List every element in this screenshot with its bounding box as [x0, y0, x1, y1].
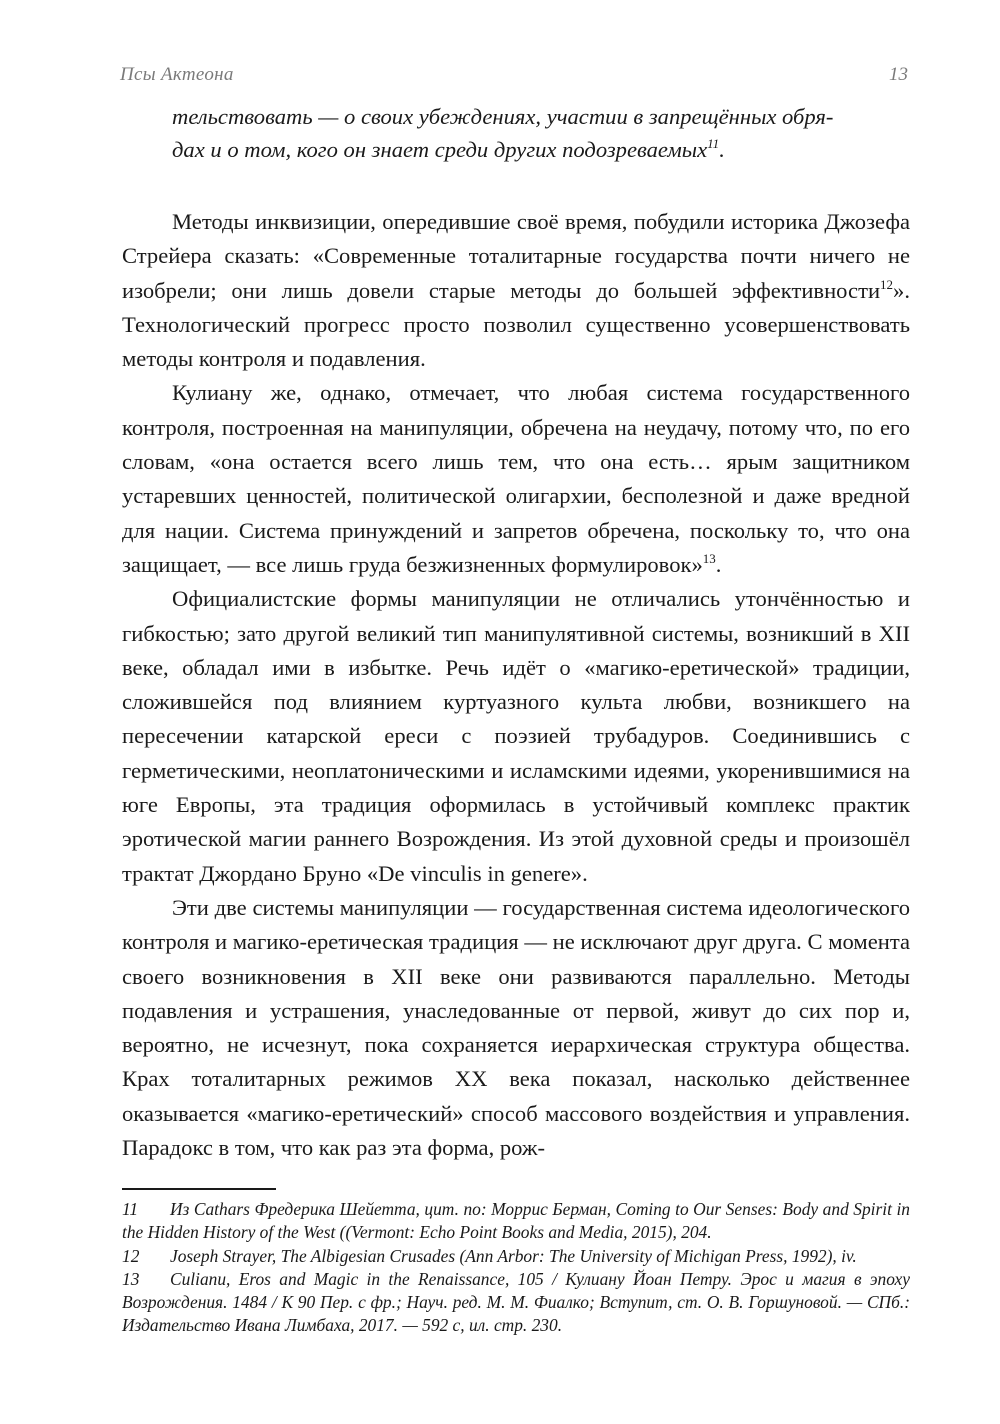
- footnote-number: 11: [122, 1199, 139, 1219]
- paragraph: [122, 376, 910, 582]
- footnote-ref-11: 11: [707, 136, 720, 151]
- footnote-number: 12: [122, 1245, 140, 1266]
- footnotes: [122, 1198, 910, 1338]
- page-number: 13: [889, 64, 908, 85]
- quote-line: [122, 133, 910, 166]
- footnote: [122, 1245, 910, 1268]
- footnote-ref-12: 12: [880, 276, 894, 292]
- footnote: [122, 1198, 910, 1245]
- footnote-text: Из Cathars Фредерика Шейетта, цит. по: Моррис Берман, Coming to Our Senses: Body and Spirit in the Hidden History of the West ((Vermont: Echo Point Books and Media, 2015), 204.: [122, 1199, 910, 1243]
- main-text: [122, 100, 910, 1165]
- paragraph-text: ». Технологический прогресс просто позволил существенно усовершенствовать методы контроля и подавления.: [122, 277, 910, 372]
- body-text: [122, 205, 910, 1165]
- paragraph-text: .: [715, 551, 722, 577]
- paragraph: [122, 582, 910, 891]
- block-quote-continuation: [122, 100, 910, 166]
- paragraph-text: Методы инквизиции, опередившие своё время, побудили историка Джозефа Стрейера сказать: «Современные тоталитарные государства почти ничего не изобрели; они лишь довели старые методы до большей эффективности: [122, 209, 910, 303]
- quote-text: дах и о том, кого он знает среди других подозреваемых: [172, 137, 708, 162]
- paragraph-text: Эти две системы манипуляции — государственная система идеологического контроля и магико-еретическая традиция — не исключают друг друга. С момента своего возникновения в XII веке они развиваются параллельно. Методы подавления и устрашения, унаследованные от первой, живут до сих пор и, вероятно, не исчезнут, пока сохраняется иерархическая структура общества. Крах тоталитарных режимов XX века показал, насколько действеннее оказывается «магико-еретический» способ массового воздействия и управления. Парадокс в том, что как раз эта форма, рож-: [122, 894, 910, 1161]
- paragraph: [122, 891, 910, 1165]
- paragraph-text: Кулиану же, однако, отмечает, что любая система государственного контроля, построенная на манипуляции, обречена на неудачу, потому что, по его словам, «она остается всего лишь тем, что она есть… ярым защитником устаревших ценностей, политической олигархии, бесполезной и даже вредной для нации. Система принуждений и запретов обречена, поскольку то, что она защищает, — все лишь груда безжизненных формулировок»: [122, 380, 910, 577]
- quote-period: .: [719, 137, 725, 162]
- running-title: Псы Актеона: [120, 64, 234, 85]
- paragraph-text: Официалистские формы манипуляции не отличались утончённостью и гибкостью; зато другой великий тип манипулятивной системы, возникший в XII веке, обладал ими в избытке. Речь идёт о «магико-еретической» традиции, сложившейся под влиянием куртуазного культа любви, возникшего на пересечении катарской ереси с поэзией трубадуров. Соединившись с герметическими, неоплатоническими и исламскими идеями, укоренившимися на юге Европы, эта традиция оформилась в устойчивый комплекс практик эротической магии раннего Возрождения. Из этой духовной среды и произошёл трактат Джордано Бруно «De vinculis in genere».: [122, 586, 910, 886]
- paragraph: [122, 205, 910, 376]
- footnote-separator: [122, 1188, 276, 1190]
- footnote: [122, 1268, 910, 1338]
- footnote-number: 13: [122, 1268, 140, 1289]
- footnote-text: Culianu, Eros and Magic in the Renaissance, 105 / Кулиану Йоан Петру. Эрос и магия в эпоху Возрождения. 1484 / К 90 Пер. с фр.; Науч. ред. М. М. Фиалко; Вступит, ст. О. В. Горшуновой. — СПб.: Издательство Ивана Лимбаха, 2017. — 592 с, ил. стр. 230.: [122, 1268, 910, 1336]
- footnote-text: Joseph Strayer, The Albigesian Crusades (Ann Arbor: The University of Michigan Press, 1992), iv.: [170, 1245, 857, 1266]
- footnote-ref-13: 13: [702, 550, 716, 566]
- quote-line: тельствовать — о своих убеждениях, участии в запрещённых обря-: [172, 104, 834, 129]
